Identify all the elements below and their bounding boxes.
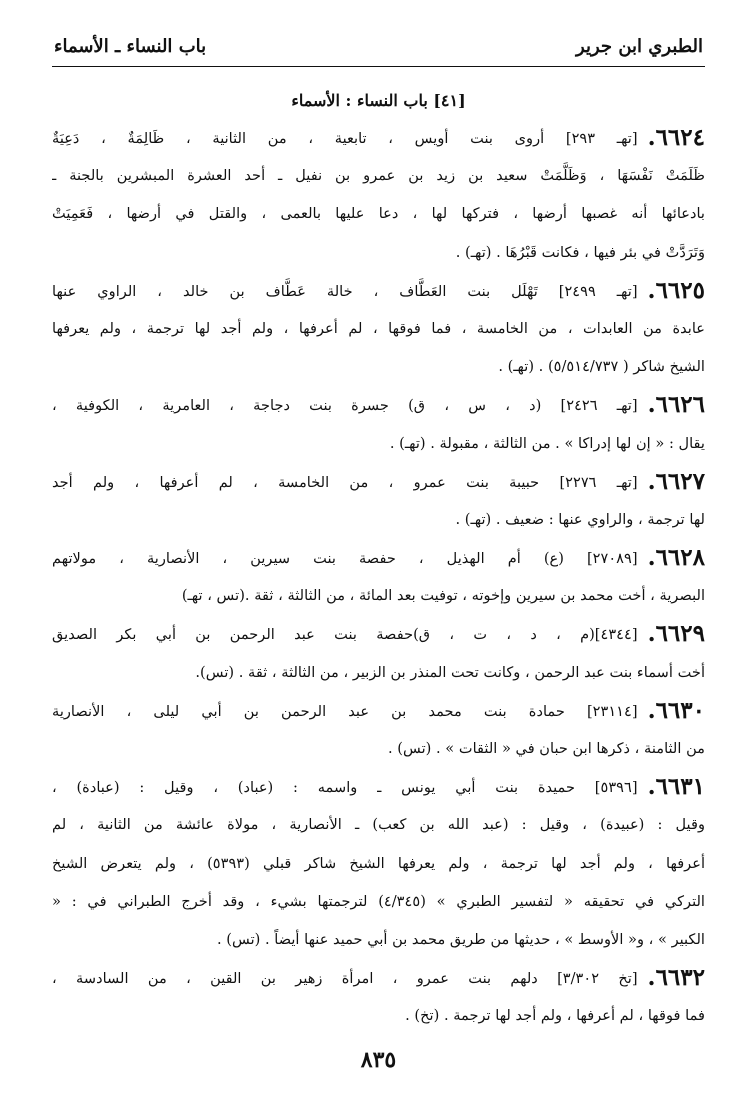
entry-line xyxy=(52,615,705,653)
entry-line xyxy=(52,845,705,883)
biography-entry xyxy=(52,463,705,539)
entry-number: ٦٦٢٧. xyxy=(647,467,705,495)
entry-number: ٦٦٣٢. xyxy=(647,964,705,992)
entry-number: ٦٦٢٥. xyxy=(647,276,705,304)
entry-text: من الثامنة ، ذكرها ابن حبان في « الثقات » . (تس) . xyxy=(388,740,705,757)
biography-entry xyxy=(52,615,705,691)
entry-text: أخت أسماء بنت عبد الرحمن ، وكانت تحت المنذر بن الزبير ، من الثالثة ، ثقة . (تس). xyxy=(195,663,705,681)
entry-line xyxy=(52,768,705,806)
entry-text: [تهـ ٢٢٧٦] حبيبة بنت عمرو ، من الخامسة ، لم أعرفها ، ولم أجد xyxy=(52,473,638,491)
biography-entry xyxy=(52,768,705,959)
entry-line xyxy=(52,119,705,157)
entry-line xyxy=(52,654,705,692)
entry-number: ٦٦٢٩. xyxy=(647,620,705,648)
entry-text: بادعائها أنه غصبها أرضها ، فتركها لها ، دعا عليها بالعمى ، والقتل في أرضها ، فَعَمِيَتْ xyxy=(52,205,705,223)
entry-text: البصرية ، أخت محمد بن سيرين وإخوته ، توفيت بعد المائة ، من الثالثة ، ثقة .(تس ، تهـ) xyxy=(181,587,705,605)
entry-line xyxy=(52,692,705,730)
page-number: ٨٣٥ xyxy=(360,1047,397,1073)
entry-text: أعرفها ، ولم أجد لها ترجمة ، ولم يعرفها الشيخ شاكر قبلي (٥٣٩٣) ، ولم يتعرض الشيخ xyxy=(52,854,705,872)
running-header xyxy=(52,28,705,67)
entry-number: ٦٦٢٨. xyxy=(647,544,705,572)
entry-line xyxy=(52,463,705,501)
entry-text: فما فوقها ، لم أعرفها ، ولم أجد لها ترجمة . (تخ) . xyxy=(405,1007,705,1025)
entry-text: [٥٣٩٦] حميدة بنت أبي يونس ـ واسمه : (عباد) ، وقيل : (عبادة) ، xyxy=(52,779,638,797)
book-page xyxy=(52,28,705,1073)
entry-text: لها ترجمة ، والراوي عنها : ضعيف . (تهـ) . xyxy=(455,510,705,528)
entry-text: [٢٧٠٨٩] (ع) أم الهذيل ، حفصة بنت سيرين ، الأنصارية ، مولاتهم xyxy=(52,550,638,568)
entries-list xyxy=(52,119,705,1036)
entry-line xyxy=(52,157,705,195)
entry-text: [تهـ ٢٤٢٦] (د ، س ، ق) جسرة بنت دجاجة ، العامرية ، الكوفية ، xyxy=(52,397,638,415)
biography-entry xyxy=(52,692,705,768)
entry-line xyxy=(52,577,705,615)
entry-line xyxy=(52,501,705,539)
section-heading: [٤١] باب النساء : الأسماء xyxy=(291,91,466,110)
entry-line xyxy=(52,806,705,844)
entry-text: ظَلَمَتْ نَفْسَهَا ، وَظَلَّمَتْ سعيد بن زيد بن عمرو بن نفيل ـ أحد العشرة المبشرين بالجنة ـ xyxy=(52,167,705,185)
entry-line xyxy=(52,959,705,997)
entry-text: [٢٣١١٤] حمادة بنت محمد بن عبد الرحمن بن أبي ليلى ، الأنصارية xyxy=(52,702,638,720)
entry-line xyxy=(52,348,705,386)
entry-line xyxy=(52,921,705,959)
entry-line xyxy=(52,730,705,768)
entry-line xyxy=(52,883,705,921)
biography-entry xyxy=(52,539,705,615)
entry-text: الشيخ شاكر ( ٥/٥١٤/٧٣٧) . (تهـ) . xyxy=(498,358,705,376)
biography-entry xyxy=(52,119,705,272)
entry-line xyxy=(52,997,705,1035)
entry-text: وقيل : (عبيدة) ، وقيل : (عبد الله بن كعب) ـ الأنصارية ، مولاة عائشة من الثانية ، لم xyxy=(52,816,705,834)
biography-entry xyxy=(52,959,705,1035)
entry-number: ٦٦٣١. xyxy=(647,773,705,801)
section-name: باب النساء ـ الأسماء xyxy=(54,36,207,57)
entry-text: التركي في تحقيقه « لتفسير الطبري » (٤/٣٤٥) لترجمتها بشيء ، وقد أخرج الطبراني في : « xyxy=(52,892,705,910)
entry-number: ٦٦٢٦. xyxy=(647,391,705,419)
entry-line xyxy=(52,310,705,348)
entry-text: يقال : « إن لها إدراكا » . من الثالثة ، مقبولة . (تهـ) . xyxy=(389,434,705,452)
entry-line xyxy=(52,272,705,310)
entry-text: [٤٣٤٤](م ، د ، ت ، ق)حفصة بنت عبد الرحمن بن أبي بكر الصديق xyxy=(52,626,638,644)
entry-number: ٦٦٣٠. xyxy=(647,696,705,724)
entry-text: [تهـ ٢٩٣] أروى بنت أويس ، تابعية ، من الثانية ، ظَالِمَةٌ ، دَعِيَةٌ xyxy=(52,130,638,147)
entry-text: وَتَرَدَّتْ في بئر فيها ، فكانت قَبْرُهَا . (تهـ) . xyxy=(455,243,705,261)
entry-text: الكبير » ، و« الأوسط » ، حديثها من طريق محمد بن أبي حميد عنها أيضاً . (تس) . xyxy=(217,930,705,948)
entry-line xyxy=(52,195,705,233)
entry-line xyxy=(52,386,705,424)
entry-text: [تهـ ٢٤٩٩] تَهْلَل بنت العَطَّاف ، خالة عَطَّاف بن خالد ، الراوي عنها xyxy=(52,282,638,300)
entry-number: ٦٦٢٤. xyxy=(647,124,705,151)
biography-entry xyxy=(52,272,705,387)
biography-entry xyxy=(52,386,705,462)
entry-line xyxy=(52,425,705,463)
book-title: الطبري ابن جرير xyxy=(576,36,703,57)
entry-text: عابدة من العابدات ، من الخامسة ، فما فوقها ، لم أعرفها ، ولم أجد لها ترجمة ، ولم يعرفها xyxy=(52,319,705,337)
entry-line xyxy=(52,234,705,272)
entry-text: [تخ ٣/٣٠٢] دلهم بنت عمرو ، امرأة زهير بن القين ، من السادسة ، xyxy=(52,970,638,988)
entry-line xyxy=(52,539,705,577)
